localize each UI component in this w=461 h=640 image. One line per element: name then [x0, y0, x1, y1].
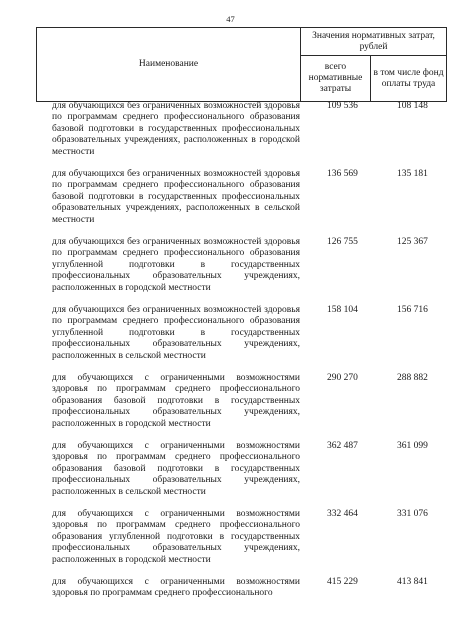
row-total-value: 415 229: [327, 577, 358, 587]
row-wages-value: 413 841: [397, 577, 428, 587]
header-group-cell: Значения нормативных затрат, рублей: [301, 28, 447, 56]
row-description: для обучающихся с ограниченными возможностями здоровья по программам среднего профессионального образования базовой подготовки в государственных профессиональных образовательных учреждениях, расположенных в сельской местности: [52, 441, 300, 497]
row-description: для обучающихся с ограниченными возможностями здоровья по программам среднего профессионального образования базовой подготовки в государственных профессиональных образовательных учреждениях, расположенных в городской местности: [52, 373, 300, 429]
row-total-value: 332 464: [327, 509, 358, 519]
table-row: [52, 509, 446, 577]
row-description: для обучающихся без ограниченных возможностей здоровья по программам среднего профессионального образования углубленной подготовки в государственных профессиональных образовательных учреждениях, расположенных в городской местности: [52, 237, 300, 293]
row-description: для обучающихся без ограниченных возможностей здоровья по программам среднего профессионального образования базовой подготовки в государственных профессиональных образовательных учреждениях, расположенных в сельской местности: [52, 169, 300, 225]
header-total-cell: всего нормативные затраты: [301, 56, 371, 102]
row-wages-value: 135 181: [397, 169, 428, 179]
row-wages-value: 108 148: [397, 101, 428, 111]
row-total-value: 362 487: [327, 441, 358, 451]
table-row: [52, 441, 446, 509]
row-wages-value: 331 076: [397, 509, 428, 519]
row-wages-value: 361 099: [397, 441, 428, 451]
table-header: [36, 27, 447, 102]
row-total-value: 109 536: [327, 101, 358, 111]
row-total-value: 136 569: [327, 169, 358, 179]
row-description: для обучающихся с ограниченными возможностями здоровья по программам среднего профессионального: [52, 577, 300, 599]
row-total-value: 126 755: [327, 237, 358, 247]
table-row: [52, 577, 446, 601]
header-wages-cell: в том числе фонд оплаты труда: [371, 56, 447, 102]
table-row: [52, 373, 446, 441]
table-row: [52, 169, 446, 237]
table-row: [52, 305, 446, 373]
row-description: для обучающихся с ограниченными возможностями здоровья по программам среднего профессионального образования углубленной подготовки в государственных профессиональных образовательных учреждениях, расположенных в городской местности: [52, 509, 300, 565]
table-row: [52, 237, 446, 305]
row-total-value: 290 270: [327, 373, 358, 383]
table-body: [52, 101, 446, 601]
table-row: [52, 101, 446, 169]
row-description: для обучающихся без ограниченных возможностей здоровья по программам среднего профессионального образования базовой подготовки в государственных профессиональных образовательных учреждениях, расположенных в городской местности: [52, 101, 300, 157]
row-wages-value: 156 716: [397, 305, 428, 315]
header-name-cell: Наименование: [37, 28, 301, 102]
row-total-value: 158 104: [327, 305, 358, 315]
row-wages-value: 125 367: [397, 237, 428, 247]
row-wages-value: 288 882: [397, 373, 428, 383]
page-number: 47: [226, 14, 235, 24]
row-description: для обучающихся без ограниченных возможностей здоровья по программам среднего профессионального образования углубленной подготовки в государственных профессиональных образовательных учреждениях, расположенных в сельской местности: [52, 305, 300, 361]
